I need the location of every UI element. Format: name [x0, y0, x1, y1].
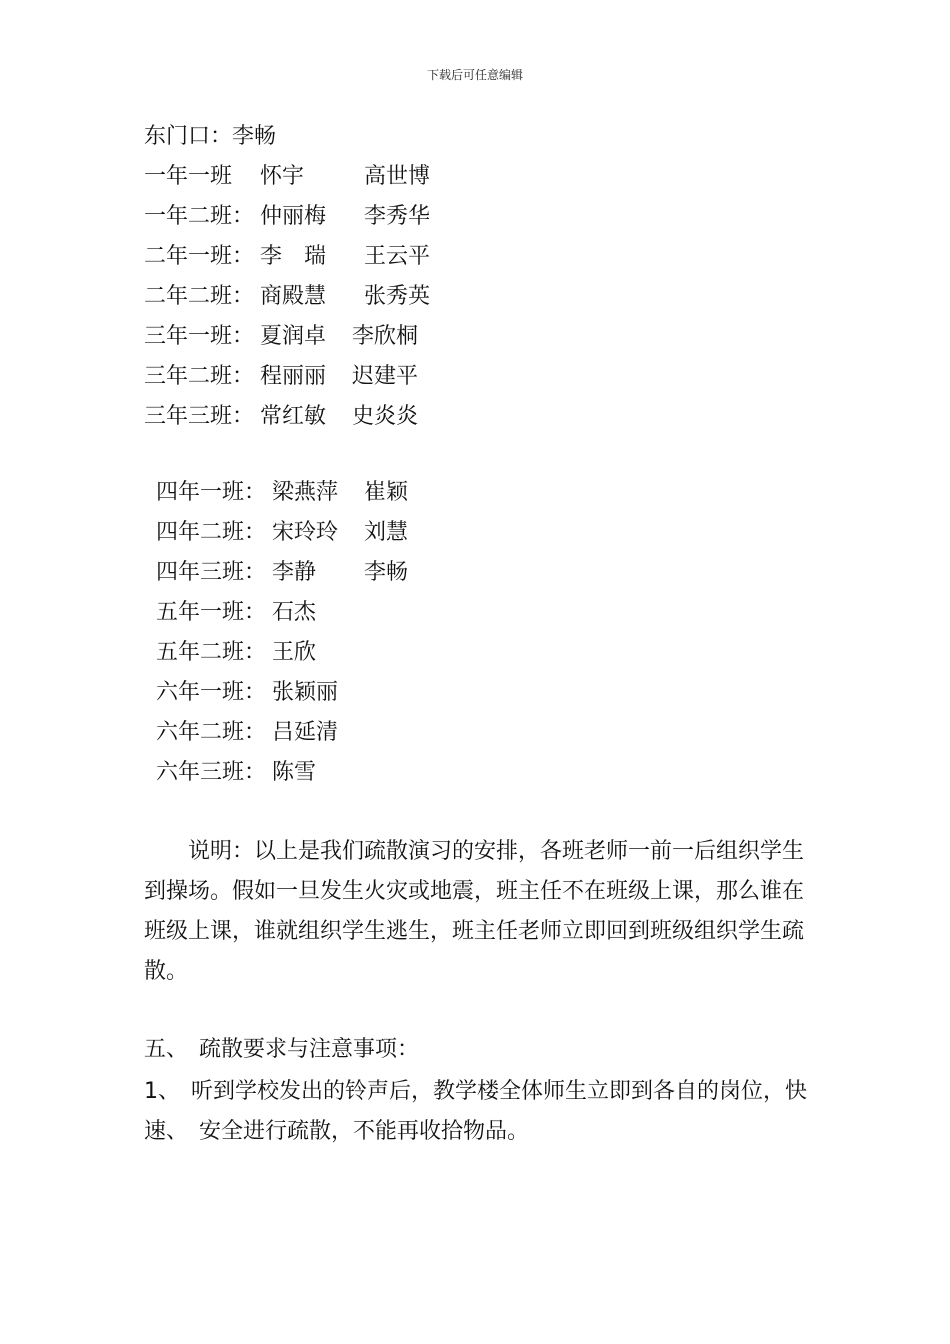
section-heading: 五、 疏散要求与注意事项： — [144, 1037, 420, 1062]
class-name: 六年一班： — [156, 680, 267, 705]
class-name: 一年二班： — [144, 204, 255, 229]
teacher-secondary: 史炎炎 — [352, 404, 419, 429]
class-row — [156, 718, 339, 748]
requirement-item: 1、 听到学校发出的铃声后，教学楼全体师生立即到各自的岗位，快速、 安全进行疏散，不能再收拾物品。 — [144, 1079, 807, 1144]
class-name: 二年一班： — [144, 244, 255, 269]
class-row — [144, 282, 431, 312]
teacher-secondary: 迟建平 — [352, 364, 419, 389]
class-name: 三年一班： — [144, 324, 255, 349]
teacher-primary: 吕延清 — [272, 720, 339, 745]
class-name: 一年一班 — [144, 164, 233, 189]
teacher-secondary: 高世博 — [364, 164, 431, 189]
teacher-primary: 仲丽梅 — [260, 204, 327, 229]
class-row — [156, 558, 409, 588]
teacher-primary: 夏润卓 — [260, 324, 327, 349]
teacher-primary: 张颖丽 — [272, 680, 339, 705]
teacher-secondary: 李秀华 — [364, 204, 431, 229]
class-row — [144, 402, 419, 432]
teacher-primary: 宋玲玲 — [272, 520, 339, 545]
east-gate-line: 东门口：李畅 — [144, 124, 277, 149]
note-paragraph: 说明：以上是我们疏散演习的安排，各班老师一前一后组织学生到操场。假如一旦发生火灾或地震，班主任不在班级上课，那么谁在班级上课，谁就组织学生逃生，班主任老师立即回到班级组织学生疏散。 — [144, 839, 805, 984]
teacher-primary: 李 瑞 — [260, 244, 327, 269]
class-row — [144, 162, 431, 192]
class-name: 三年三班： — [144, 404, 255, 429]
class-name: 六年二班： — [156, 720, 267, 745]
class-name: 二年二班： — [144, 284, 255, 309]
class-row — [156, 638, 317, 668]
teacher-primary: 怀宇 — [260, 164, 305, 189]
class-name: 四年二班： — [156, 520, 267, 545]
class-row — [144, 242, 431, 272]
teacher-secondary: 张秀英 — [364, 284, 431, 309]
teacher-secondary: 李欣桐 — [352, 324, 419, 349]
teacher-secondary: 李畅 — [364, 560, 409, 585]
page-header: 下载后可任意编辑 — [426, 68, 523, 82]
teacher-primary: 常红敏 — [260, 404, 327, 429]
class-name: 五年一班： — [156, 600, 267, 625]
class-name: 四年一班： — [156, 480, 267, 505]
class-row — [156, 518, 409, 548]
teacher-primary: 李静 — [272, 560, 317, 585]
teacher-primary: 商殿慧 — [260, 284, 327, 309]
teacher-primary: 梁燕萍 — [272, 480, 339, 505]
class-row — [144, 362, 419, 392]
teacher-primary: 王欣 — [272, 640, 317, 665]
teacher-secondary: 王云平 — [364, 244, 431, 269]
class-name: 六年三班： — [156, 760, 267, 785]
class-row — [156, 678, 339, 708]
class-name: 四年三班： — [156, 560, 267, 585]
class-row — [144, 202, 431, 232]
teacher-primary: 陈雪 — [272, 760, 317, 785]
teacher-secondary: 崔颖 — [364, 480, 409, 505]
class-row — [156, 598, 317, 628]
class-row — [156, 758, 317, 788]
class-name: 五年二班： — [156, 640, 267, 665]
class-row — [144, 322, 419, 352]
teacher-primary: 程丽丽 — [260, 364, 327, 389]
class-row — [156, 478, 409, 508]
teacher-primary: 石杰 — [272, 600, 317, 625]
class-name: 三年二班： — [144, 364, 255, 389]
teacher-secondary: 刘慧 — [364, 520, 409, 545]
